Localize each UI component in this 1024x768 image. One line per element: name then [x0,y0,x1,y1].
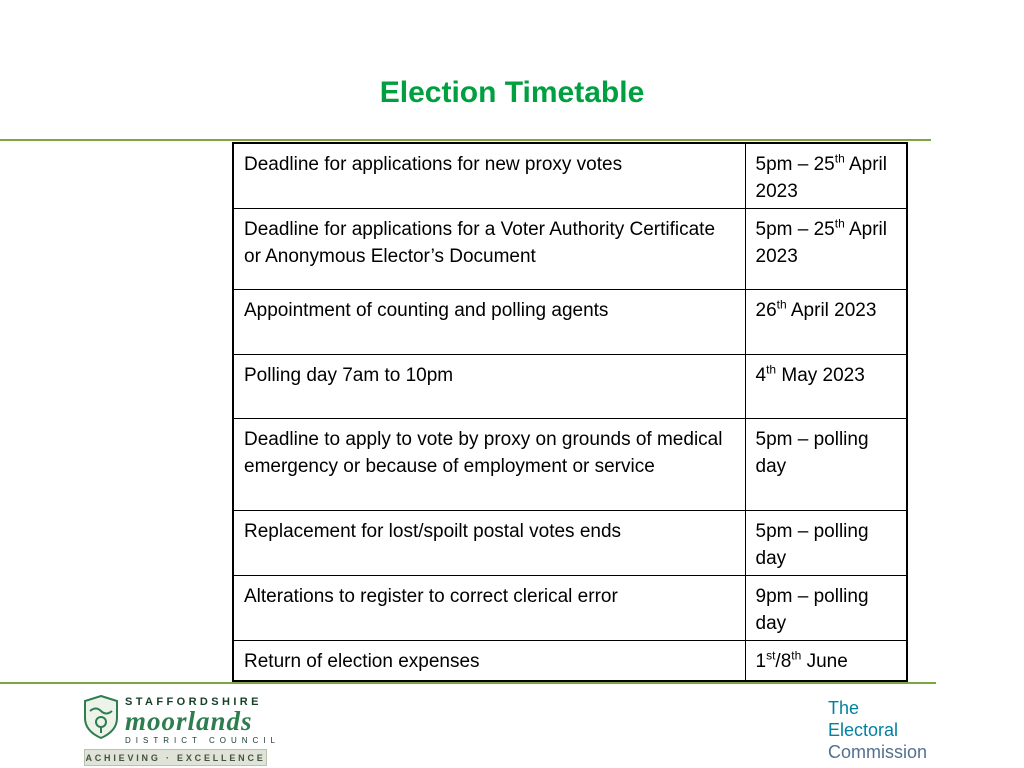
event-cell: Deadline to apply to vote by proxy on grounds of medical emergency or because of employment or service [233,418,745,510]
top-divider [0,139,931,141]
date-cell: 1st/8th June [745,640,907,681]
slide-title: Election Timetable [379,76,645,109]
event-cell: Polling day 7am to 10pm [233,354,745,418]
timetable-row [233,289,907,354]
event-cell: Alterations to register to correct clerical error [233,575,745,640]
date-cell: 5pm – 25th April 2023 [745,208,907,289]
bottom-divider [0,682,936,684]
timetable-row [233,575,907,640]
commission-line-2: Electoral [828,720,899,740]
timetable-row [233,354,907,418]
council-logo [84,694,280,766]
council-name-sub: DISTRICT COUNCIL [125,736,280,745]
event-cell: Return of election expenses [233,640,745,681]
event-cell: Deadline for applications for new proxy votes [233,143,745,208]
commission-line-3: Commission [828,742,928,762]
timetable-row [233,143,907,208]
commission-line-1: The [828,698,860,718]
council-shield-icon [84,695,118,744]
date-cell: 5pm – polling day [745,418,907,510]
council-name-main: moorlands [125,706,253,736]
event-cell: Replacement for lost/spoilt postal votes ends [233,510,745,575]
timetable-row [233,208,907,289]
electoral-commission-logo [828,697,927,763]
event-cell: Appointment of counting and polling agents [233,289,745,354]
timetable-row [233,640,907,681]
date-cell: 5pm – polling day [745,510,907,575]
timetable-row [233,418,907,510]
date-cell: 9pm – polling day [745,575,907,640]
event-cell: Deadline for applications for a Voter Authority Certificate or Anonymous Elector’s Document [233,208,745,289]
date-cell: 26th April 2023 [745,289,907,354]
date-cell: 4th May 2023 [745,354,907,418]
timetable-row [233,510,907,575]
council-name-top: STAFFORDSHIRE [125,696,262,708]
date-cell: 5pm – 25th April 2023 [745,143,907,208]
council-tagline: ACHIEVING · EXCELLENCE [84,749,267,766]
election-timetable [232,142,908,682]
